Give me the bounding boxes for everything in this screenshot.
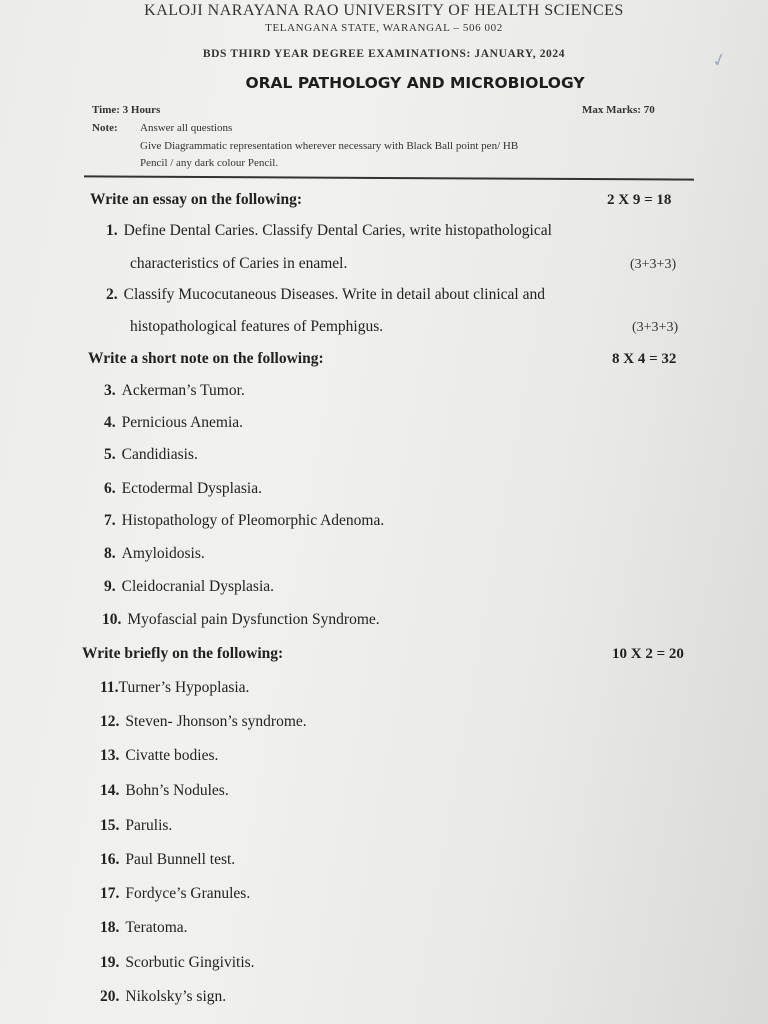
section-essay-marks: 2 X 9 = 18: [607, 192, 672, 208]
question-2-line-2: histopathological features of Pemphigus.: [130, 318, 384, 335]
section-short-note-marks: 8 X 4 = 32: [612, 351, 677, 367]
question-16: 16. Paul Bunnell test.: [100, 851, 236, 868]
question-1-line-1: 1. Define Dental Caries. Classify Dental Caries, write histopathological: [106, 222, 552, 239]
question-11: 11.Turner’s Hypoplasia.: [100, 679, 250, 696]
exam-title: BDS THIRD YEAR DEGREE EXAMINATIONS: JANUARY, 2024: [202, 48, 566, 60]
subject-title: ORAL PATHOLOGY AND MICROBIOLOGY: [245, 74, 585, 92]
question-13: 13. Civatte bodies.: [100, 747, 219, 764]
section-brief-marks: 10 X 2 = 20: [612, 646, 684, 662]
question-3: 3. Ackerman’s Tumor.: [104, 382, 245, 399]
university-name: KALOJI NARAYANA RAO UNIVERSITY OF HEALTH SCIENCES: [144, 2, 624, 19]
question-2-line-1: 2. Classify Mucocutaneous Diseases. Write in detail about clinical and: [106, 286, 545, 303]
question-9: 9. Cleidocranial Dysplasia.: [104, 578, 274, 595]
question-17: 17. Fordyce’s Granules.: [100, 885, 251, 902]
question-7: 7. Histopathology of Pleomorphic Adenoma.: [104, 512, 385, 529]
note-label: Note:: [92, 122, 118, 134]
university-location: TELANGANA STATE, WARANGAL – 506 002: [265, 22, 503, 34]
note-line-2: Give Diagrammatic representation wherever necessary with Black Ball point pen/ HB: [140, 140, 519, 152]
note-line-3: Pencil / any dark colour Pencil.: [140, 157, 279, 169]
question-18: 18. Teratoma.: [100, 919, 188, 936]
question-2-allocation: (3+3+3): [632, 320, 679, 335]
section-short-note-title: Write a short note on the following:: [88, 350, 324, 367]
section-essay-title: Write an essay on the following:: [90, 191, 302, 208]
question-20: 20. Nikolsky’s sign.: [100, 988, 227, 1005]
question-15: 15. Parulis.: [100, 817, 173, 834]
question-5: 5. Candidiasis.: [104, 446, 198, 463]
max-marks-label: Max Marks: 70: [582, 104, 655, 116]
section-brief-title: Write briefly on the following:: [82, 645, 284, 662]
question-8: 8. Amyloidosis.: [104, 545, 205, 562]
question-12: 12. Steven- Jhonson’s syndrome.: [100, 713, 307, 730]
question-14: 14. Bohn’s Nodules.: [100, 782, 229, 799]
question-19: 19. Scorbutic Gingivitis.: [100, 954, 255, 971]
question-10: 10. Myofascial pain Dysfunction Syndrome.: [102, 611, 380, 628]
header-divider: [84, 175, 694, 180]
question-1-allocation: (3+3+3): [630, 257, 677, 272]
question-6: 6. Ectodermal Dysplasia.: [104, 480, 262, 497]
question-1-line-2: characteristics of Caries in enamel.: [130, 255, 348, 272]
note-line-1: Answer all questions: [140, 122, 233, 134]
tick-mark-icon: ✓: [709, 48, 730, 72]
time-label: Time: 3 Hours: [92, 104, 161, 116]
question-4: 4. Pernicious Anemia.: [104, 414, 244, 431]
